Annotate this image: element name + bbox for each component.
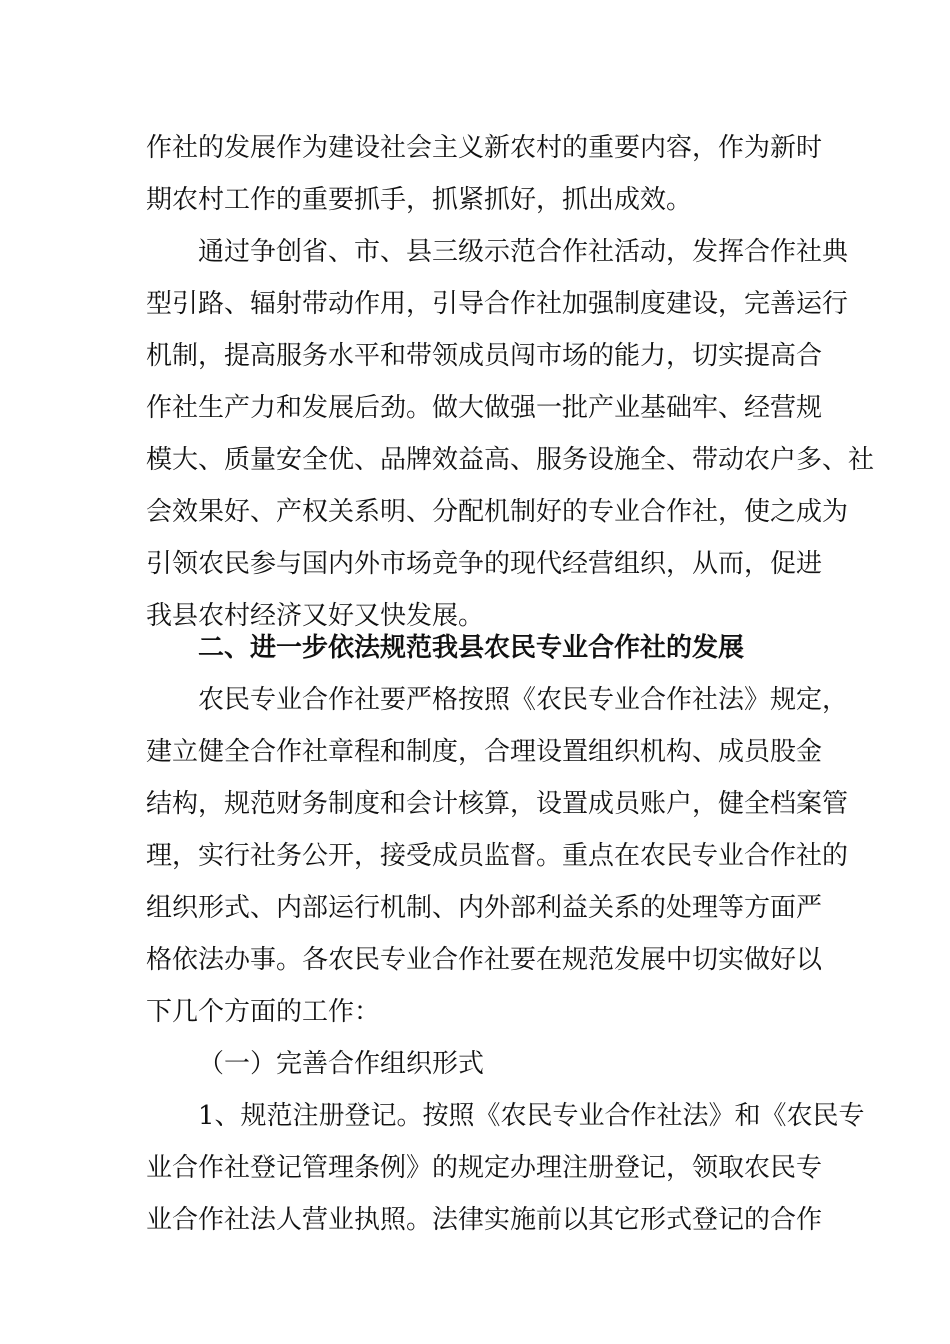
- para3-line-5: 组织形式、内部运行机制、内外部利益关系的处理等方面严: [146, 893, 823, 923]
- para1-line-1: 作社的发展作为建设社会主义新农村的重要内容，作为新时: [146, 133, 823, 163]
- para3-line-1: 农民专业合作社要严格按照《农民专业合作社法》规定，: [198, 685, 849, 715]
- para3-line-3: 结构，规范财务制度和会计核算，设置成员账户，健全档案管: [146, 789, 849, 819]
- para3-line-2: 建立健全合作社章程和制度，合理设置组织机构、成员股金: [146, 737, 823, 767]
- para2-line-4: 作社生产力和发展后劲。做大做强一批产业基础牢、经营规: [146, 393, 823, 423]
- para2-line-8: 我县农村经济又好又快发展。: [146, 601, 485, 631]
- para2-line-2: 型引路、辐射带动作用，引导合作社加强制度建设，完善运行: [146, 289, 849, 319]
- section-heading-2: 二、进一步依法规范我县农民专业合作社的发展: [198, 633, 745, 663]
- para2-line-7: 引领农民参与国内外市场竞争的现代经营组织，从而，促进: [146, 549, 823, 579]
- para3-line-4: 理，实行社务公开，接受成员监督。重点在农民专业合作社的: [146, 841, 849, 871]
- para4-line-3: 业合作社法人营业执照。法律实施前以其它形式登记的合作: [146, 1205, 823, 1235]
- para3-line-7: 下几个方面的工作：: [146, 997, 381, 1027]
- para1-line-2: 期农村工作的重要抓手，抓紧抓好，抓出成效。: [146, 185, 693, 215]
- para2-line-3: 机制，提高服务水平和带领成员闯市场的能力，切实提高合: [146, 341, 823, 371]
- para3-line-6: 格依法办事。各农民专业合作社要在规范发展中切实做好以: [146, 945, 823, 975]
- para2-line-6: 会效果好、产权关系明、分配机制好的专业合作社，使之成为: [146, 497, 849, 527]
- para2-line-1: 通过争创省、市、县三级示范合作社活动，发挥合作社典: [198, 237, 849, 267]
- para4-line-1: 1、规范注册登记。按照《农民专业合作社法》和《农民专: [198, 1101, 865, 1131]
- para4-line-2: 业合作社登记管理条例》的规定办理注册登记，领取农民专: [146, 1153, 823, 1183]
- subheading-1: （一）完善合作组织形式: [198, 1049, 485, 1079]
- para2-line-5: 模大、质量安全优、品牌效益高、服务设施全、带动农户多、社: [146, 445, 875, 475]
